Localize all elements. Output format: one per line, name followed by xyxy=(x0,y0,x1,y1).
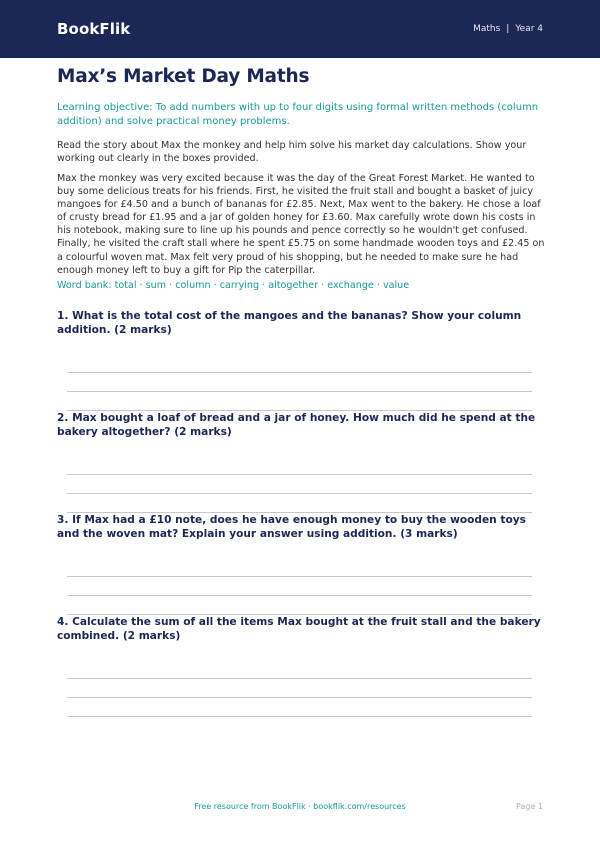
answer-line[interactable] xyxy=(67,595,532,596)
answer-line[interactable] xyxy=(67,372,532,373)
learning-objective: Learning objective: To add numbers with up to four digits using formal written methods (column addition) and solve practical money problems. xyxy=(57,102,539,127)
subject-label: Maths xyxy=(473,24,501,34)
page-title: Max’s Market Day Maths xyxy=(57,66,310,87)
intro-paragraph: Read the story about Max the monkey and help him solve his market day calculations. Show your working out clearly in the boxes provided. xyxy=(57,140,527,164)
answer-line[interactable] xyxy=(67,716,532,717)
answer-line[interactable] xyxy=(67,493,532,494)
answer-line[interactable] xyxy=(67,391,532,392)
meta-separator: | xyxy=(506,24,510,34)
question-3: 3. If Max had a £10 note, does he have enough money to buy the wooden toys and the woven mat? Explain your answer using addition. (3 marks) xyxy=(57,514,526,540)
answer-line[interactable] xyxy=(67,474,532,475)
answer-line[interactable] xyxy=(67,697,532,698)
word-bank: Word bank: total · sum · column · carrying · altogether · exchange · value xyxy=(57,280,410,291)
brand-logo[interactable]: BookFlik xyxy=(57,20,131,38)
footer-credit[interactable]: Free resource from BookFlik · bookflik.com/resources xyxy=(194,802,406,811)
answer-line[interactable] xyxy=(67,678,532,679)
question-1: 1. What is the total cost of the mangoes and the bananas? Show your column addition. (2 marks) xyxy=(57,310,522,336)
header-bar xyxy=(0,0,600,58)
question-2: 2. Max bought a loaf of bread and a jar of honey. How much did he spend at the bakery altogether? (2 marks) xyxy=(57,412,536,438)
question-4: 4. Calculate the sum of all the items Max bought at the fruit stall and the bakery combined. (2 marks) xyxy=(57,616,541,642)
page-number: Page 1 xyxy=(516,802,543,811)
header-meta xyxy=(473,24,543,34)
answer-line[interactable] xyxy=(67,576,532,577)
year-label: Year 4 xyxy=(515,24,543,34)
story-paragraph: Max the monkey was very excited because it was the day of the Great Forest Market. He wanted to buy some delicious treats for his friends. First, he visited the fruit stall and bought a basket of juicy mangoes for £4.50 and a bunch of bananas for £2.85. Next, Max went to the bakery. He chose a loaf of crusty bread for £1.95 and a jar of golden honey for £3.60. Max carefully wrote down his costs in his notebook, making sure to line up his pounds and pence correctly so he wouldn't get confused. Finally, he visited the craft stall where he spent £5.75 on some handmade wooden toys and £2.45 on a colourful woven mat. Max felt very proud of his shopping, but he needed to make sure he had enough money left to buy a gift for Pip the caterpillar. xyxy=(57,173,545,276)
